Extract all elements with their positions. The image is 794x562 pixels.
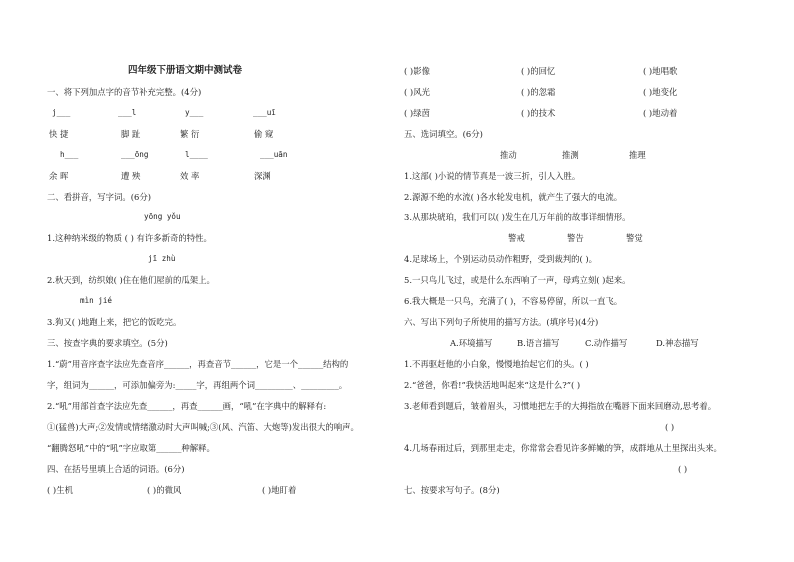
word: 效 率	[180, 171, 200, 181]
pinyin-blank: ___uī	[253, 108, 276, 117]
section-1-heading: 一、将下列加点字的音节补充完整。(4分)	[47, 87, 202, 97]
left-column	[0, 0, 380, 562]
pinyin-blank: ___uān	[260, 150, 288, 159]
pinyin-prompt: yōng yǒu	[144, 212, 181, 221]
page-title: 四年级下册语文期中测试卷	[128, 65, 243, 76]
pinyin-blank: y___	[185, 108, 204, 117]
section-4-heading: 四、在括号里填上合适的词语。(6分)	[47, 464, 185, 474]
section-5-heading: 五、选词填空。(6分)	[404, 129, 483, 139]
question: 2.秋天到，纺织娘( )住在他们屋前的瓜架上。	[47, 275, 215, 285]
question: 4.几场春雨过后，到那里走走，你常常会看见许多鲜嫩的笋，成群地从土里探出头来。	[404, 443, 722, 453]
fill-blank: ( )风光	[404, 87, 430, 97]
fill-blank: ( )地动着	[643, 108, 678, 118]
word: 快 捷	[49, 129, 69, 139]
method-option: B.语言描写	[517, 338, 560, 348]
word-option: 警觉	[626, 233, 643, 243]
word: 深渊	[254, 171, 271, 181]
pinyin-blank: ___l	[118, 108, 137, 117]
pinyin-blank: h___	[60, 150, 79, 159]
question: 4.足球场上，个别运动员动作粗野，受到裁判的( )。	[404, 254, 598, 264]
word: 余 晖	[49, 171, 69, 181]
method-option: C.动作描写	[585, 338, 628, 348]
word-option: 推动	[500, 150, 517, 160]
question: 1.不再驱赶他的小白象，慢慢地抬起它们的头。( )	[404, 359, 589, 369]
section-6-heading: 六、写出下列句子所使用的描写方法。(填序号)(4分)	[404, 317, 599, 327]
method-option: A.环境描写	[450, 338, 493, 348]
question: 3.狗又( )地跑上来，把它的饭吃完。	[47, 317, 182, 327]
word-option: 警告	[567, 233, 584, 243]
method-option: D.神态描写	[656, 338, 699, 348]
pinyin-prompt: mìn jié	[80, 296, 113, 305]
question: 3.从那块琥珀，我们可以( )发生在几万年前的故事详细情形。	[404, 212, 631, 222]
fill-blank: ( )地变化	[643, 87, 678, 97]
fill-blank: ( )的技术	[521, 108, 556, 118]
question: 1.“蔚”用音序查字法应先查音序______，再查音节______，它是一个______结构的	[47, 359, 349, 369]
question: 1.这部( )小说的情节真是一波三折，引人入胜。	[404, 171, 581, 181]
fill-blank: ( )绿茵	[404, 108, 430, 118]
word-option: 警戒	[508, 233, 525, 243]
word: 遭 殃	[121, 171, 141, 181]
fill-blank: ( )地唱歌	[643, 66, 678, 76]
pinyin-blank: l____	[185, 150, 208, 159]
word-option: 推测	[562, 150, 579, 160]
question: 5.一只鸟儿飞过，或是什么东西响了一声，母鸡立刻( )起来。	[404, 275, 631, 285]
section-7-heading: 七、按要求写句子。(8分)	[404, 485, 500, 495]
section-2-heading: 二、看拼音，写字词。(6分)	[47, 192, 151, 202]
fill-blank: ( )地盯着	[262, 485, 297, 495]
section-3-heading: 三、按查字典的要求填空。(5分)	[47, 338, 168, 348]
word-option: 推理	[629, 150, 646, 160]
pinyin-blank: j___	[52, 108, 71, 117]
question: 1.这种纳米级的物质 ( ) 有许多新奇的特性。	[47, 233, 212, 243]
word: 繁 衍	[180, 129, 200, 139]
right-column	[397, 0, 794, 562]
question-continuation: ①(猛兽)大声;②发情或情绪激动时大声叫喊;③(风、汽笛、大炮等)发出很大的响声。	[47, 422, 359, 432]
answer-paren: ( )	[665, 422, 675, 432]
question: 3.老师看到题后，皱着眉头，习惯地把左手的大拇指放在嘴唇下面来回磨动,思考着。	[404, 401, 717, 411]
question-continuation: “翻腾怒吼”中的“吼”字应取第______种解释。	[47, 443, 215, 453]
fill-blank: ( )的回忆	[521, 66, 556, 76]
pinyin-prompt: jī zhù	[148, 254, 176, 263]
pinyin-blank: ___ōng	[121, 150, 149, 159]
question-continuation: 字，组词为______，可添加偏旁为:_____字，再组两个词_________、_________。	[47, 380, 348, 390]
question: 2.源源不绝的水流( )各水轮发电机，就产生了强大的电流。	[404, 192, 623, 202]
answer-paren: ( )	[678, 464, 688, 474]
question: 6.我大概是一只鸟，充满了( )，不容易停留，所以一直飞。	[404, 296, 623, 306]
fill-blank: ( )的忽霜	[521, 87, 556, 97]
fill-blank: ( )的微风	[147, 485, 182, 495]
question: 2.“吼”用部首查字法应先查______，再查______画，“吼”在字典中的解释有:	[47, 401, 327, 411]
word: 偷 窥	[254, 129, 274, 139]
question: 2.“爸爸，你看!”我快活地叫起来“这是什么?”( )	[404, 380, 581, 390]
fill-blank: ( )生机	[47, 485, 73, 495]
word: 脚 趾	[121, 129, 141, 139]
fill-blank: ( )影像	[404, 66, 430, 76]
